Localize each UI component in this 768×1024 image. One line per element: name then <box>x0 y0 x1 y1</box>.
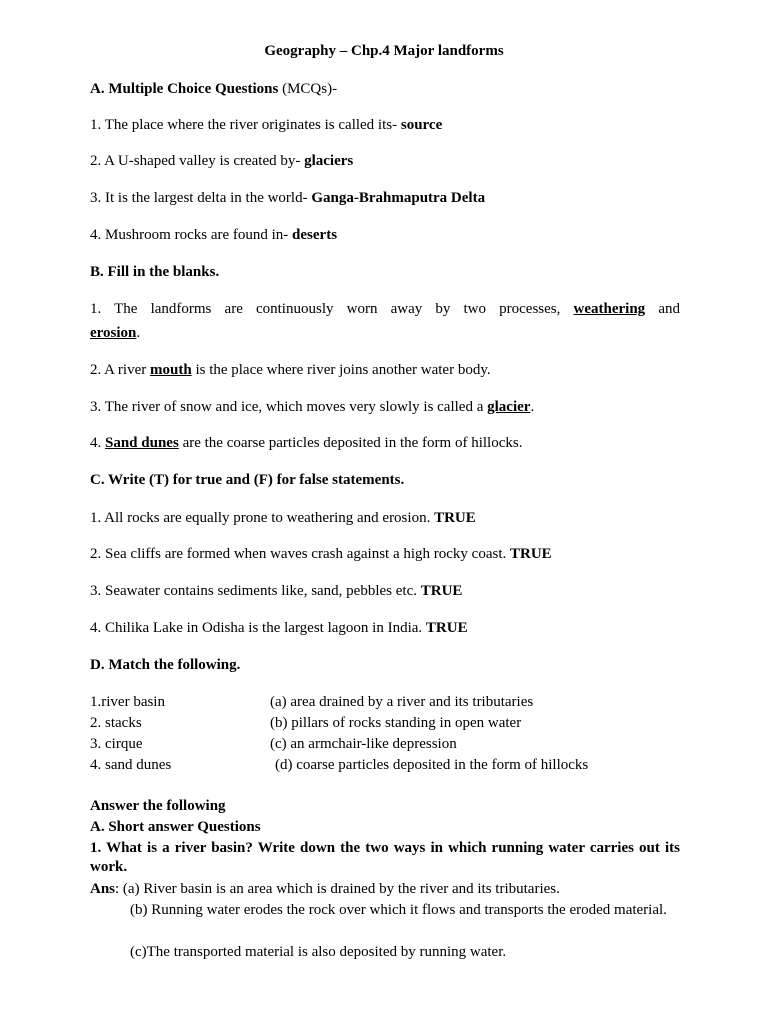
fill-item-2 <box>90 361 680 380</box>
fill-item-3 <box>90 398 680 417</box>
answer-c: (c)The transported material is also deposited by running water. <box>130 944 507 960</box>
mcq-question: 1. The place where the river originates is called its- <box>90 117 401 133</box>
page-title: Geography – Chp.4 Major landforms <box>264 43 504 59</box>
answer-text: : (a) River basin is an area which is drained by the river and its tributaries. <box>115 881 560 897</box>
fill-answer: erosion <box>90 325 137 341</box>
tf-statement: 1. All rocks are equally prone to weathering and erosion. <box>90 510 435 526</box>
answer-a <box>90 880 680 899</box>
fill-text: are the coarse particles deposited in the form of hillocks. <box>178 435 523 451</box>
fill-answer: Sand dunes <box>105 435 179 451</box>
mcq-item <box>90 226 680 245</box>
fill-text: . <box>136 325 141 341</box>
match-term: 1.river basin <box>90 694 165 710</box>
match-term: 2. stacks <box>90 715 142 731</box>
short-answer-question: 1. What is a river basin? Write down the two ways in which running water carries out its work. <box>90 840 680 875</box>
section-d-heading: D. Match the following. <box>90 657 241 673</box>
fill-item-4 <box>90 434 680 453</box>
section-c-heading: C. Write (T) for true and (F) for false statements. <box>90 472 405 488</box>
fill-item-1-line2 <box>90 324 680 343</box>
answer-b: (b) Running water erodes the rock over which it flows and transports the eroded material. <box>130 902 667 918</box>
tf-item <box>90 545 680 564</box>
match-term: 3. cirque <box>90 736 143 752</box>
tf-item <box>90 582 680 601</box>
mcq-answer: source <box>400 117 443 133</box>
mcq-question: 3. It is the largest delta in the world- <box>90 190 312 206</box>
tf-answer: TRUE <box>420 583 463 599</box>
mcq-item <box>90 189 680 208</box>
tf-statement: 3. Seawater contains sediments like, sand, pebbles etc. <box>90 583 421 599</box>
fill-answer: mouth <box>150 362 192 378</box>
fill-text: and <box>645 301 680 317</box>
fill-text: 1. The landforms are continuously worn away by two processes, <box>90 301 574 317</box>
answers-heading: Answer the following <box>90 798 226 814</box>
match-definition: (c) an armchair-like depression <box>270 736 457 752</box>
section-a-heading <box>90 80 680 99</box>
mcq-item <box>90 152 680 171</box>
tf-item <box>90 509 680 528</box>
tf-statement: 2. Sea cliffs are formed when waves crash against a high rocky coast. <box>90 546 510 562</box>
mcq-answer: deserts <box>292 227 338 243</box>
fill-text: 4. <box>90 435 105 451</box>
tf-answer: TRUE <box>434 510 476 526</box>
section-a-heading-rest: (MCQs)- <box>278 81 338 97</box>
short-answer-heading: A. Short answer Questions <box>90 819 261 835</box>
fill-text: 3. The river of snow and ice, which moves very slowly is called a <box>90 399 488 415</box>
match-definition: (a) area drained by a river and its tributaries <box>270 694 534 710</box>
mcq-answer: glaciers <box>304 153 354 169</box>
mcq-question: 2. A U-shaped valley is created by- <box>90 153 305 169</box>
tf-answer: TRUE <box>425 620 468 636</box>
tf-answer: TRUE <box>510 546 552 562</box>
answer-label: Ans <box>90 881 116 897</box>
tf-item <box>90 619 680 638</box>
mcq-question: 4. Mushroom rocks are found in- <box>90 227 293 243</box>
fill-text: 2. A river <box>90 362 150 378</box>
mcq-item <box>90 116 680 135</box>
match-term: 4. sand dunes <box>90 757 172 773</box>
match-definition: (d) coarse particles deposited in the form of hillocks <box>275 757 589 773</box>
section-b-heading: B. Fill in the blanks. <box>90 264 220 280</box>
fill-text: . <box>530 399 535 415</box>
fill-answer: glacier <box>487 399 531 415</box>
fill-text: is the place where river joins another water body. <box>191 362 491 378</box>
mcq-answer: Ganga-Brahmaputra Delta <box>311 190 486 206</box>
fill-item-1-line1 <box>90 300 680 319</box>
match-definition: (b) pillars of rocks standing in open water <box>270 715 522 731</box>
tf-statement: 4. Chilika Lake in Odisha is the largest lagoon in India. <box>90 620 426 636</box>
section-a-heading-bold: A. Multiple Choice Questions <box>90 81 279 97</box>
fill-answer: weathering <box>573 301 646 317</box>
